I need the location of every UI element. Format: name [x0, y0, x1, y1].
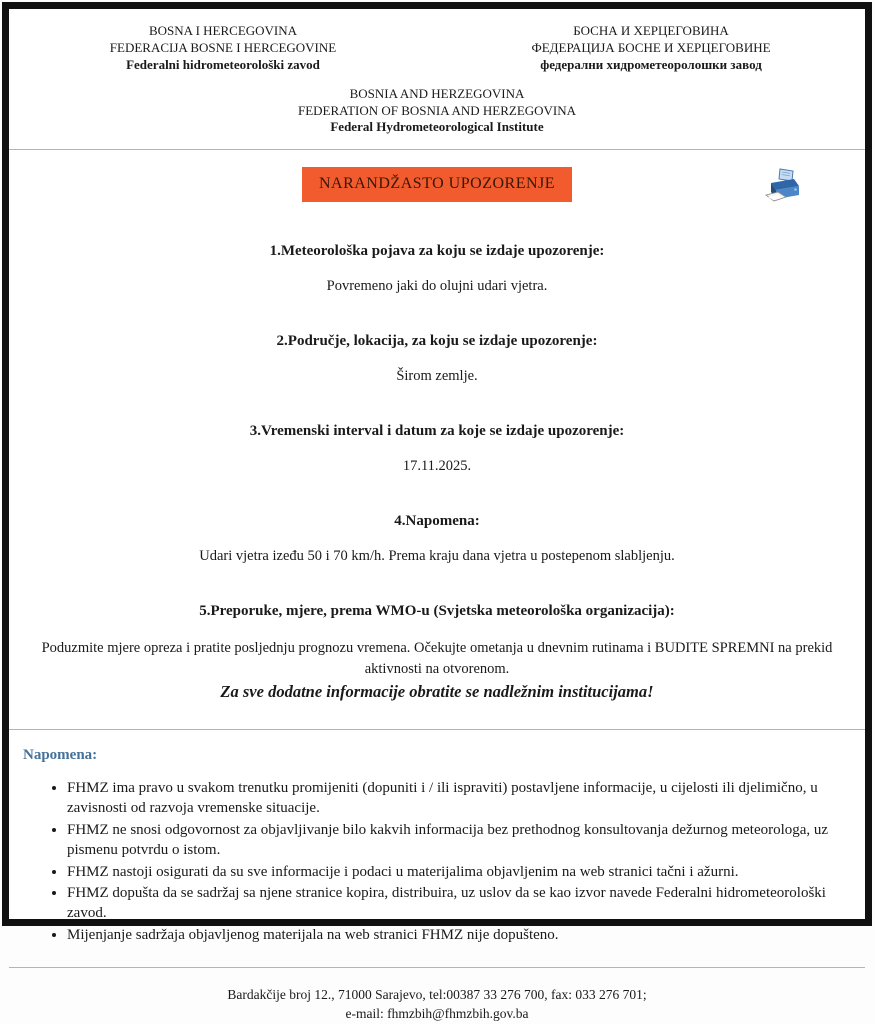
section-remark: [9, 513, 865, 567]
section-area: [9, 333, 865, 387]
orange-warning-badge: NARANDŽASTO UPOZORENJE: [302, 167, 572, 202]
list-item: • Mijenjanje sadržaja objavljenog materijala na web stranici FHMZ nije dopušteno.: [67, 926, 835, 946]
notes-heading: Napomena:: [23, 747, 98, 764]
section-interval-heading: 3.Vremenski interval i datum za koje se izdaje upozorenje:: [249, 423, 625, 440]
section-area-heading: 2.Područje, lokacija, za koju se izdaje upozorenje:: [276, 333, 598, 350]
header-english-line1: BOSNIA AND HERZEGOVINA: [349, 85, 525, 101]
printer-icon: [763, 194, 803, 209]
institution-header: [9, 9, 865, 136]
print-button[interactable]: [763, 168, 803, 206]
section-area-body: Širom zemlje.: [396, 368, 478, 385]
header-cyrillic-block: [437, 23, 865, 74]
list-item: • FHMZ nastoji osigurati da su sve informacije i podaci u materijalima objavljenim na web stranici tačni i ažurni.: [67, 863, 835, 883]
header-latin-institute: Federalni hidrometeorološki zavod: [126, 56, 320, 72]
header-cyrillic-line1: БОСНА И ХЕРЦЕГОВИНА: [573, 23, 729, 38]
footer-email-line: e-mail: fhmzbih@fhmzbih.gov.ba: [345, 1006, 529, 1022]
section-phenomenon-heading: 1.Meteorološka pojava za koju se izdaje upozorenje:: [269, 243, 605, 260]
footer-address-line: Bardakčije broj 12., 71000 Sarajevo, tel:00387 33 276 700, fax: 033 276 701;: [227, 986, 647, 1002]
section-remark-heading: 4.Napomena:: [394, 513, 480, 530]
list-item: • FHMZ dopušta da se sadržaj sa njene stranice kopira, distribuira, uz uslov da se kao izvor navede Federalni hidrometeorološki zavod.: [67, 884, 835, 924]
header-divider: [9, 149, 865, 150]
header-english-block: [9, 86, 865, 137]
section-interval-body: 17.11.2025.: [402, 458, 472, 475]
header-english-institute: Federal Hydrometeorological Institute: [330, 119, 544, 135]
header-latin-line2: FEDERACIJA BOSNE I HERCEGOVINE: [109, 39, 337, 55]
warning-banner-row: [9, 167, 865, 207]
header-cyrillic-institute: федерални хидрометеоролошки завод: [540, 56, 762, 72]
section-remark-body: Udari vjetra izeđu 50 i 70 km/h. Prema kraju dana vjetra u postepenom slabljenju.: [199, 548, 675, 565]
section-interval: [9, 423, 865, 477]
section-recommendations-heading: 5.Preporuke, mjere, prema WMO-u (Svjetska meteorološka organizacija):: [199, 603, 675, 620]
footer-divider: [9, 967, 865, 968]
section-phenomenon-body: Povremeno jaki do olujni udari vjetra.: [326, 278, 548, 295]
header-cyrillic-line2: ФЕДЕРАЦИЈА БОСНЕ И ХЕРЦЕГОВИНЕ: [531, 39, 771, 55]
cta-line: Za sve dodatne informacije obratite se nadležnim institucijama!: [220, 682, 654, 702]
header-english-line2: FEDERATION OF BOSNIA AND HERZEGOVINA: [297, 102, 577, 118]
header-bilingual-row: [9, 23, 865, 74]
section-recommendations: [9, 603, 865, 680]
notes-block: [9, 747, 865, 945]
sections-divider: [9, 729, 865, 730]
header-latin-line1: BOSNA I HERCEGOVINA: [148, 23, 298, 38]
notes-list: [23, 779, 851, 945]
list-item: • FHMZ ne snosi odgovornost za objavljivanje bilo kakvih informacija bez prethodnog konsultovanja dežurnog meteorologa, uz pismenu potvrdu o istom.: [67, 821, 835, 861]
page-frame: [2, 2, 872, 1022]
list-item: • FHMZ ima pravo u svakom trenutku promijeniti (dopuniti i / ili ispraviti) postavljene informacije, u cijelosti ili djelimično, u zavisnosti od razvoja vremenske situacije.: [67, 779, 835, 819]
header-latin-block: [9, 23, 437, 74]
section-phenomenon: [9, 243, 865, 297]
contact-footer: [9, 985, 865, 1024]
section-recommendations-body: Poduzmite mjere opreza i pratite posljednju prognozu vremena. Očekujte ometanja u dnevnim rutinama i BUDITE SPREMNI na prekid aktivnosti na otvorenom.: [41, 640, 833, 678]
warning-sections: [9, 243, 865, 702]
